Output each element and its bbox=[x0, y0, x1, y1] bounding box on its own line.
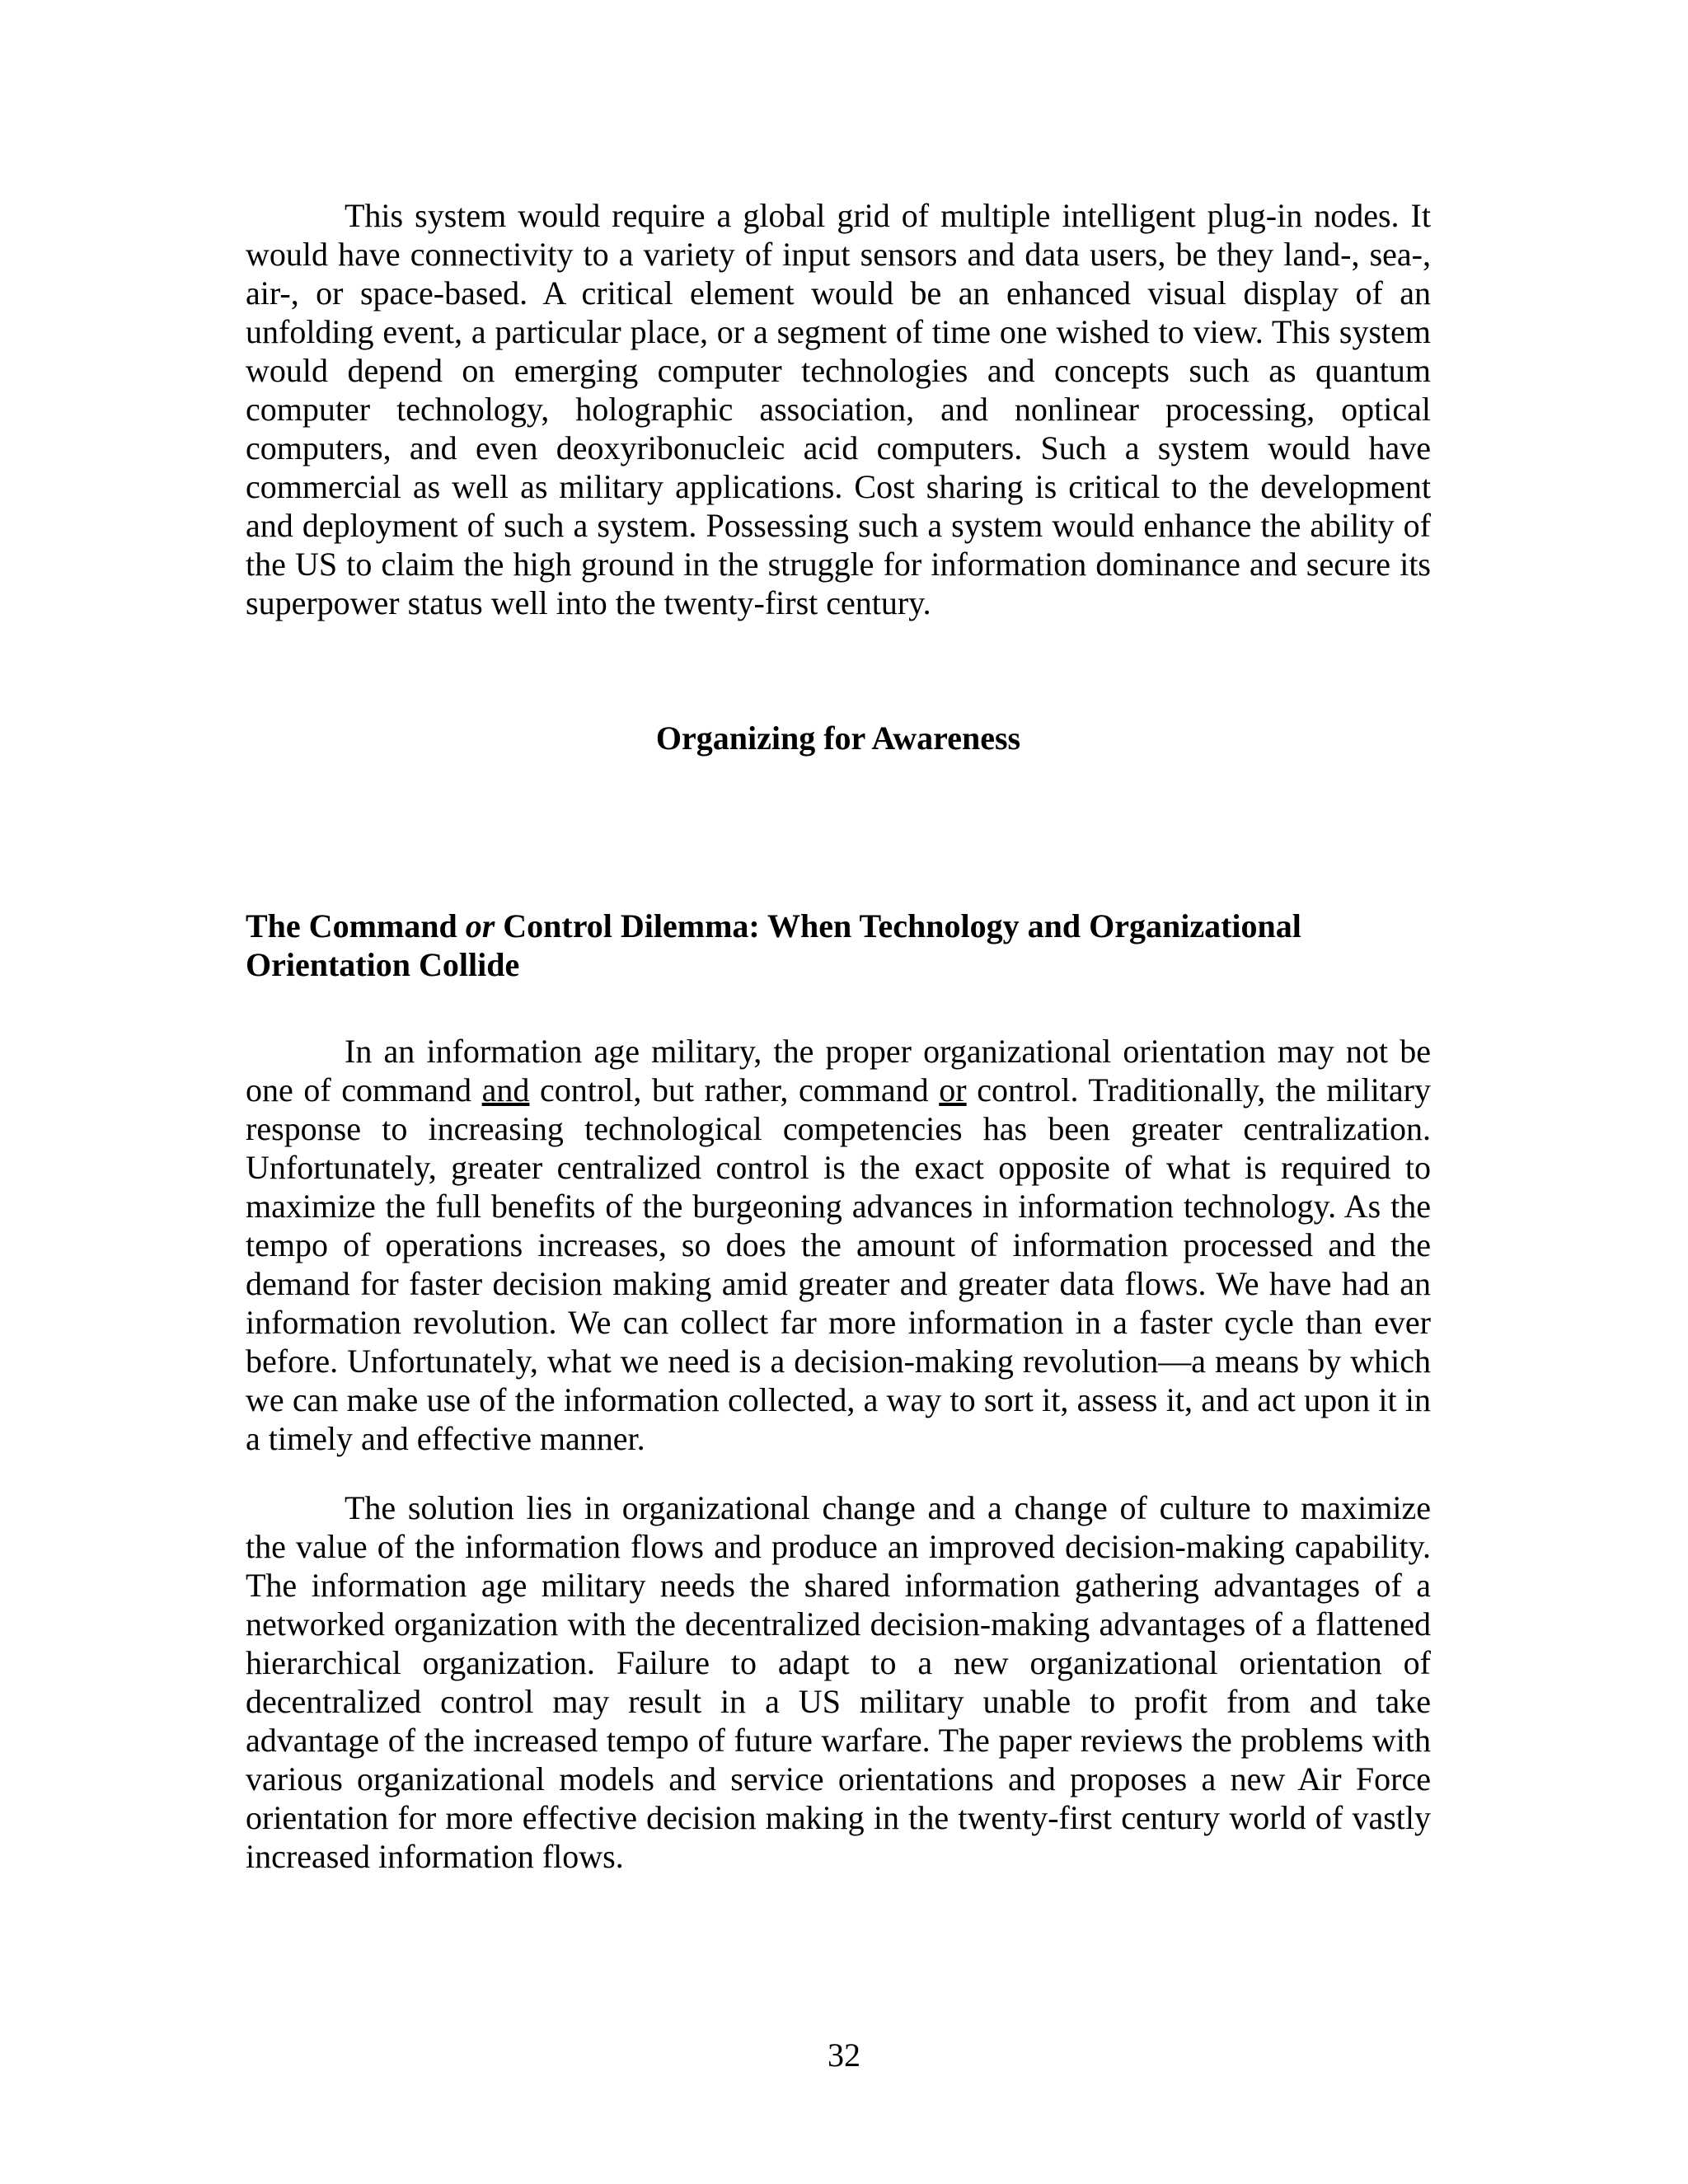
paragraph-text: In an information age military, the proper organizational orientation may not be one of command bbox=[246, 1033, 1431, 1108]
paragraph-text: control, but rather, command bbox=[529, 1071, 940, 1108]
page-number: 32 bbox=[828, 2036, 860, 2074]
subheading-italic-word: or bbox=[465, 907, 495, 944]
section-heading: Organizing for Awareness bbox=[655, 719, 1021, 757]
command-control-paragraph bbox=[246, 1032, 1431, 1458]
solution-paragraph: The solution lies in organizational change and a change of culture to maximize the value of the information flows and produce an improved decision-making capability. The information age military needs the shared information gathering advantages of a networked organization with the decentralized decision-making advantages of a flattened hierarchical organization. Failure to adapt to a new organizational orientation of decentralized control may result in a US military unable to profit from and take advantage of the increased tempo of future warfare. The paper reviews the problems with various organizational models and service orientations and proposes a new Air Force orientation for more effective decision making in the twenty-first century world of vastly increased information flows. bbox=[246, 1489, 1431, 1875]
subheading-text-2: Control Dilemma: When Technology and Organizational Orientation Collide bbox=[246, 907, 1301, 983]
paragraph-text: control. Traditionally, the military response to increasing technological competencies has been greater centralization. Unfortunately, greater centralized control is the exact opposite of what is required to maximize the full benefits of the burgeoning advances in information technology. As the tempo of operations increases, so does the amount of information processed and the demand for faster decision making amid greater and greater data flows. We have had an information revolution. We can collect far more information in a faster cycle than ever before. Unfortunately, what we need is a decision-making revolution—a means by which we can make use of the information collected, a way to sort it, assess it, and act upon it in a timely and effective manner. bbox=[246, 1071, 1431, 1457]
subsection-heading bbox=[246, 907, 1431, 984]
underlined-word: and bbox=[481, 1071, 530, 1108]
intro-paragraph: This system would require a global grid of multiple intelligent plug-in nodes. It would have connectivity to a variety of input sensors and data users, be they land-, sea-, air-, or space-based. A critical element would be an enhanced visual display of an unfolding event, a particular place, or a segment of time one wished to view. This system would depend on emerging computer technologies and concepts such as quantum computer technology, holographic association, and nonlinear processing, optical computers, and even deoxyribonucleic acid computers. Such a system would have commercial as well as military applications. Cost sharing is critical to the development and deployment of such a system. Possessing such a system would enhance the ability of the US to claim the high ground in the struggle for information dominance and secure its superpower status well into the twenty-first century. bbox=[246, 197, 1431, 621]
subheading-text-1: The Command bbox=[246, 907, 466, 944]
underlined-word: or bbox=[939, 1071, 967, 1108]
